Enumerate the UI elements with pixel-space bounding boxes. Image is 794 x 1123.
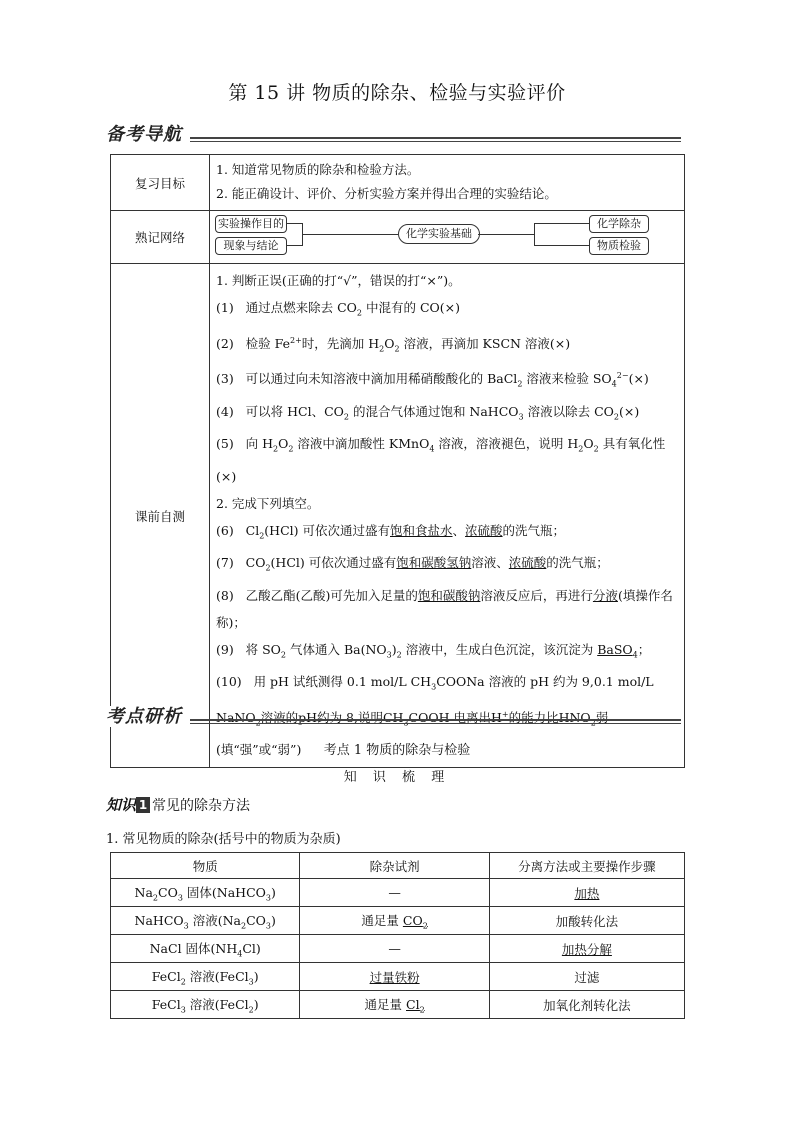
net-node-right-bottom: 物质检验: [589, 237, 649, 255]
col-header-substance: 物质: [111, 853, 300, 879]
knowledge-number-badge: 1: [136, 797, 150, 813]
table-row: NaCl 固体$(NH_4Cl)$ — 加热分解: [111, 935, 685, 963]
review-label: 复习目标: [111, 155, 210, 211]
kaodian-title: 考点 1 物质的除杂与检验: [323, 743, 471, 758]
q2-item-9: (9) 将 $SO_2$ 气体通入 $Ba(NO_3)_2$ 溶液中，生成白色沉淀，该沉淀为 BaSO$_4$；: [216, 641, 651, 660]
net-node-left-top: 实验操作目的: [215, 215, 287, 233]
knowledge-summary-heading: 知 识 梳 理: [343, 770, 451, 785]
knowledge-title: 常见的除杂方法: [152, 798, 251, 814]
net-node-right-top: 化学除杂: [589, 215, 649, 233]
table-row: FeCl$_3$ 溶液(FeCl$_2$) 通足量 $Cl_2$ 加氧化剂转化法: [111, 991, 685, 1019]
q1-head: 1. 判断正误(正确的打“√”，错误的打“×”)。: [216, 273, 461, 288]
q1-item-5: (5) 向 $H_2O_2$ 溶液中滴加酸性 KMnO$_4$ 溶液，溶液褪色，说明 $H_2O_2$ 具有氧化性(×): [216, 436, 666, 484]
q1-item-1: (1) 通过点燃来除去 $CO_2$ 中混有的 CO(×): [216, 300, 461, 318]
section-heading-prep: 备考导航: [106, 120, 681, 142]
q2-item-6: (6) $Cl_2(HCl)$ 可依次通过盛有饱和食盐水、浓硫酸的洗气瓶；: [216, 522, 566, 541]
separation-table: [110, 852, 685, 1019]
page-title: 第 15 讲 物质的除杂、检验与实验评价: [228, 82, 566, 104]
col-header-reagent: 除杂试剂: [300, 853, 489, 879]
knowledge-point-heading: [106, 794, 250, 815]
net-node-center: 化学实验基础: [398, 224, 480, 244]
q2-item-10: (10) 用 pH 试纸测得 0.1 mol/L $CH_3COONa$ 溶液的 pH 约为 9,0.1 mol/L NaNO$_2$溶液的pH约为 8,说明$CH_3COOH$ 电离出H+的能力比$HNO_2$弱(填“强”或“弱”): [216, 674, 654, 758]
table-row-network: [111, 211, 685, 264]
section-heading-analysis: 考点研析: [106, 702, 681, 724]
net-node-left-bottom: 现象与结论: [215, 237, 287, 255]
table-row: $Na_2CO_3$ 固体(NaHCO$_3$) — 加热: [111, 879, 685, 907]
prep-table: [110, 154, 685, 768]
knowledge-tag: 知识: [106, 796, 137, 814]
review-line-1: 1. 知道常见物质的除杂和检验方法。: [216, 162, 420, 177]
q2-item-7: (7) $CO_2(HCl)$ 可依次通过盛有饱和碳酸氢钠溶液、浓硫酸的洗气瓶；: [216, 555, 609, 573]
knowledge-network-diagram: [210, 211, 684, 255]
q2-head: 2. 完成下列填空。: [216, 495, 320, 511]
table-header-row: [111, 853, 685, 879]
col-header-method: 分离方法或主要操作步骤: [489, 853, 684, 879]
q1-item-2: (2) 检验 $Fe^{2+}$时，先滴加 $H_2O_2$ 溶液，再滴加 KSCN 溶液(×): [216, 335, 571, 354]
table-row: NaHCO$_3$ 溶液$(Na_2CO_3)$ 通足量 $CO_2$ 加酸转化法: [111, 907, 685, 935]
table-row-review: [111, 155, 685, 211]
q1-item-3: (3) 可以通过向未知溶液中滴加用稀硝酸酸化的 BaCl$_2$ 溶液来检验 $SO_4^{2-}(\times)$: [216, 371, 649, 389]
table-row-selftest: [111, 264, 685, 768]
q1-item-4: (4) 可以将 HCl、$CO_2$ 的混合气体通过饱和 NaHCO$_3$ 溶液以除去 $CO_2(\times)$: [216, 403, 640, 422]
selftest-label: 课前自测: [111, 264, 210, 768]
sub-heading: 1. 常见物质的除杂(括号中的物质为杂质): [106, 832, 341, 847]
table-row: FeCl$_2$ 溶液(FeCl$_3$) 过量铁粉 过滤: [111, 963, 685, 991]
q2-item-8: (8) 乙酸乙酯(乙酸)可先加入足量的饱和碳酸钠溶液反应后，再进行分液(填操作名称)；: [216, 587, 673, 630]
review-line-2: 2. 能正确设计、评价、分析实验方案并得出合理的实验结论。: [216, 186, 557, 201]
network-label: 熟记网络: [111, 211, 210, 264]
